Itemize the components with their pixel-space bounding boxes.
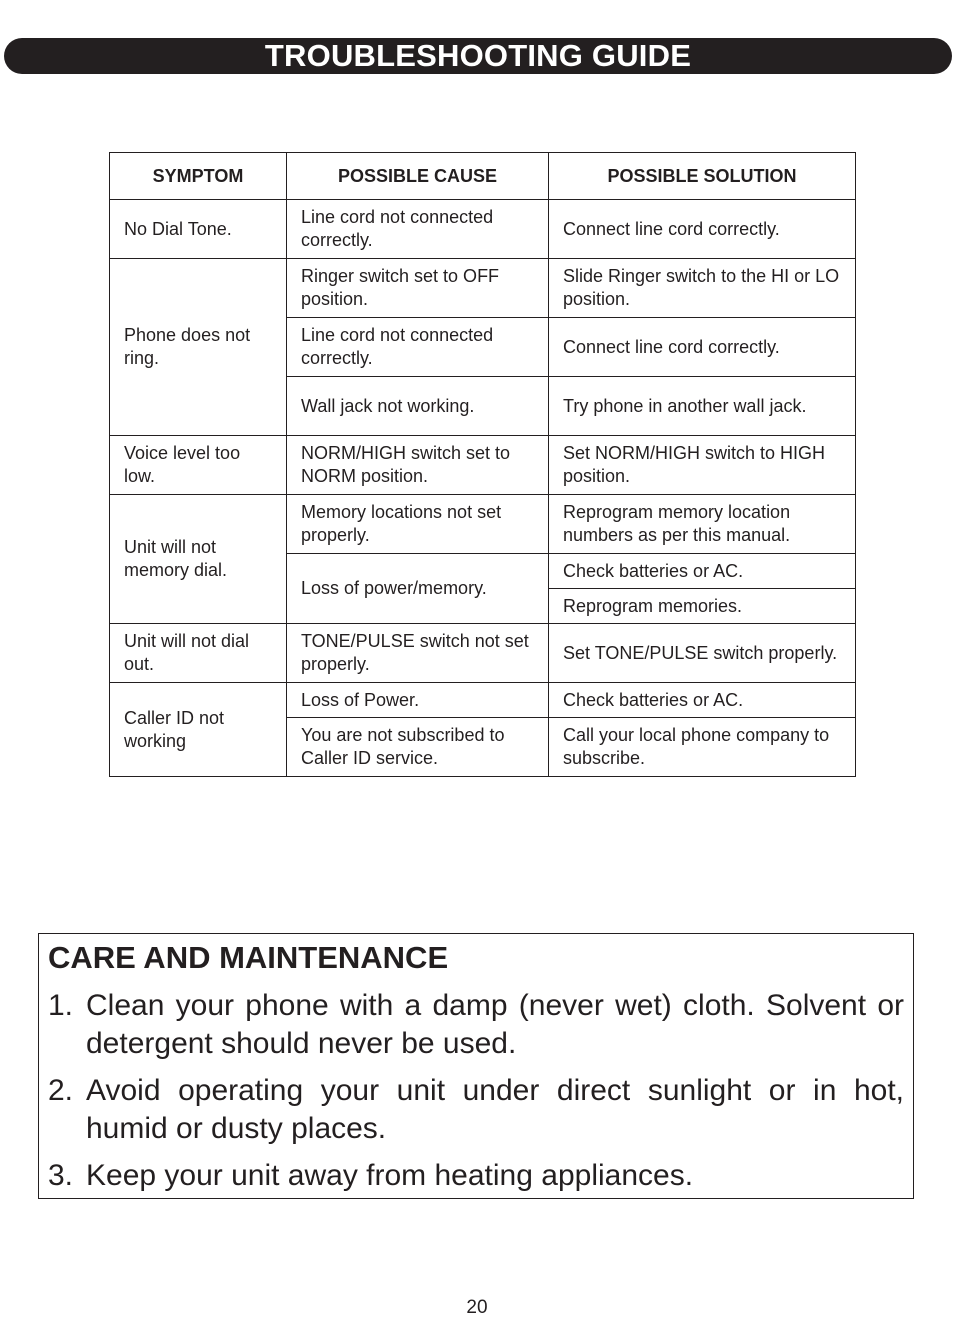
table-row — [110, 200, 856, 259]
solution-cell: Reprogram memories. — [549, 589, 856, 624]
care-item-text: Clean your phone with a damp (never wet) cloth. Solvent or detergent should never be used. — [86, 989, 904, 1060]
troubleshooting-table — [109, 152, 856, 777]
symptom-cell: No Dial Tone. — [110, 200, 287, 259]
care-list — [48, 987, 904, 1195]
care-item — [48, 987, 904, 1063]
table-row — [110, 624, 856, 683]
care-maintenance-box — [38, 933, 914, 1199]
solution-cell: Reprogram memory location numbers as per this manual. — [549, 495, 856, 554]
cause-cell: Loss of Power. — [287, 683, 549, 718]
cause-cell: Wall jack not working. — [287, 377, 549, 436]
symptom-cell: Unit will not memory dial. — [110, 495, 287, 624]
symptom-cell: Unit will not dial out. — [110, 624, 287, 683]
cause-cell: Memory locations not set properly. — [287, 495, 549, 554]
solution-cell: Connect line cord correctly. — [549, 318, 856, 377]
care-item-text: Avoid operating your unit under direct sunlight or in hot, humid or dusty places. — [86, 1074, 904, 1145]
header-possible-cause: POSSIBLE CAUSE — [287, 153, 549, 200]
solution-cell: Slide Ringer switch to the HI or LO position. — [549, 259, 856, 318]
table-row — [110, 495, 856, 554]
care-item — [48, 1072, 904, 1148]
cause-cell: You are not subscribed to Caller ID service. — [287, 718, 549, 777]
table-row — [110, 683, 856, 718]
table-header-row — [110, 153, 856, 200]
solution-cell: Set TONE/PULSE switch properly. — [549, 624, 856, 683]
symptom-cell: Caller ID not working — [110, 683, 287, 777]
symptom-cell: Voice level too low. — [110, 436, 287, 495]
cause-cell: Line cord not connected correctly. — [287, 318, 549, 377]
solution-cell: Check batteries or AC. — [549, 554, 856, 589]
cause-cell: TONE/PULSE switch not set properly. — [287, 624, 549, 683]
cause-cell: Loss of power/memory. — [287, 554, 549, 624]
care-item-number: 3. — [48, 1159, 74, 1192]
header-possible-solution: POSSIBLE SOLUTION — [549, 153, 856, 200]
page-number: 20 — [466, 1297, 488, 1318]
symptom-cell: Phone does not ring. — [110, 259, 287, 436]
solution-cell: Connect line cord correctly. — [549, 200, 856, 259]
solution-cell: Set NORM/HIGH switch to HIGH position. — [549, 436, 856, 495]
cause-cell: Line cord not connected correctly. — [287, 200, 549, 259]
solution-cell: Try phone in another wall jack. — [549, 377, 856, 436]
section-title-banner: TROUBLESHOOTING GUIDE — [4, 38, 952, 74]
care-title: CARE AND MAINTENANCE — [48, 940, 449, 975]
table-row — [110, 259, 856, 318]
cause-cell: NORM/HIGH switch set to NORM position. — [287, 436, 549, 495]
header-symptom: SYMPTOM — [110, 153, 287, 200]
cause-cell: Ringer switch set to OFF position. — [287, 259, 549, 318]
care-item-text: Keep your unit away from heating appliances. — [86, 1159, 694, 1192]
care-item-number: 2. — [48, 1074, 74, 1107]
solution-cell: Check batteries or AC. — [549, 683, 856, 718]
solution-cell: Call your local phone company to subscribe. — [549, 718, 856, 777]
care-item — [48, 1157, 904, 1195]
table-row — [110, 436, 856, 495]
care-item-number: 1. — [48, 989, 74, 1022]
